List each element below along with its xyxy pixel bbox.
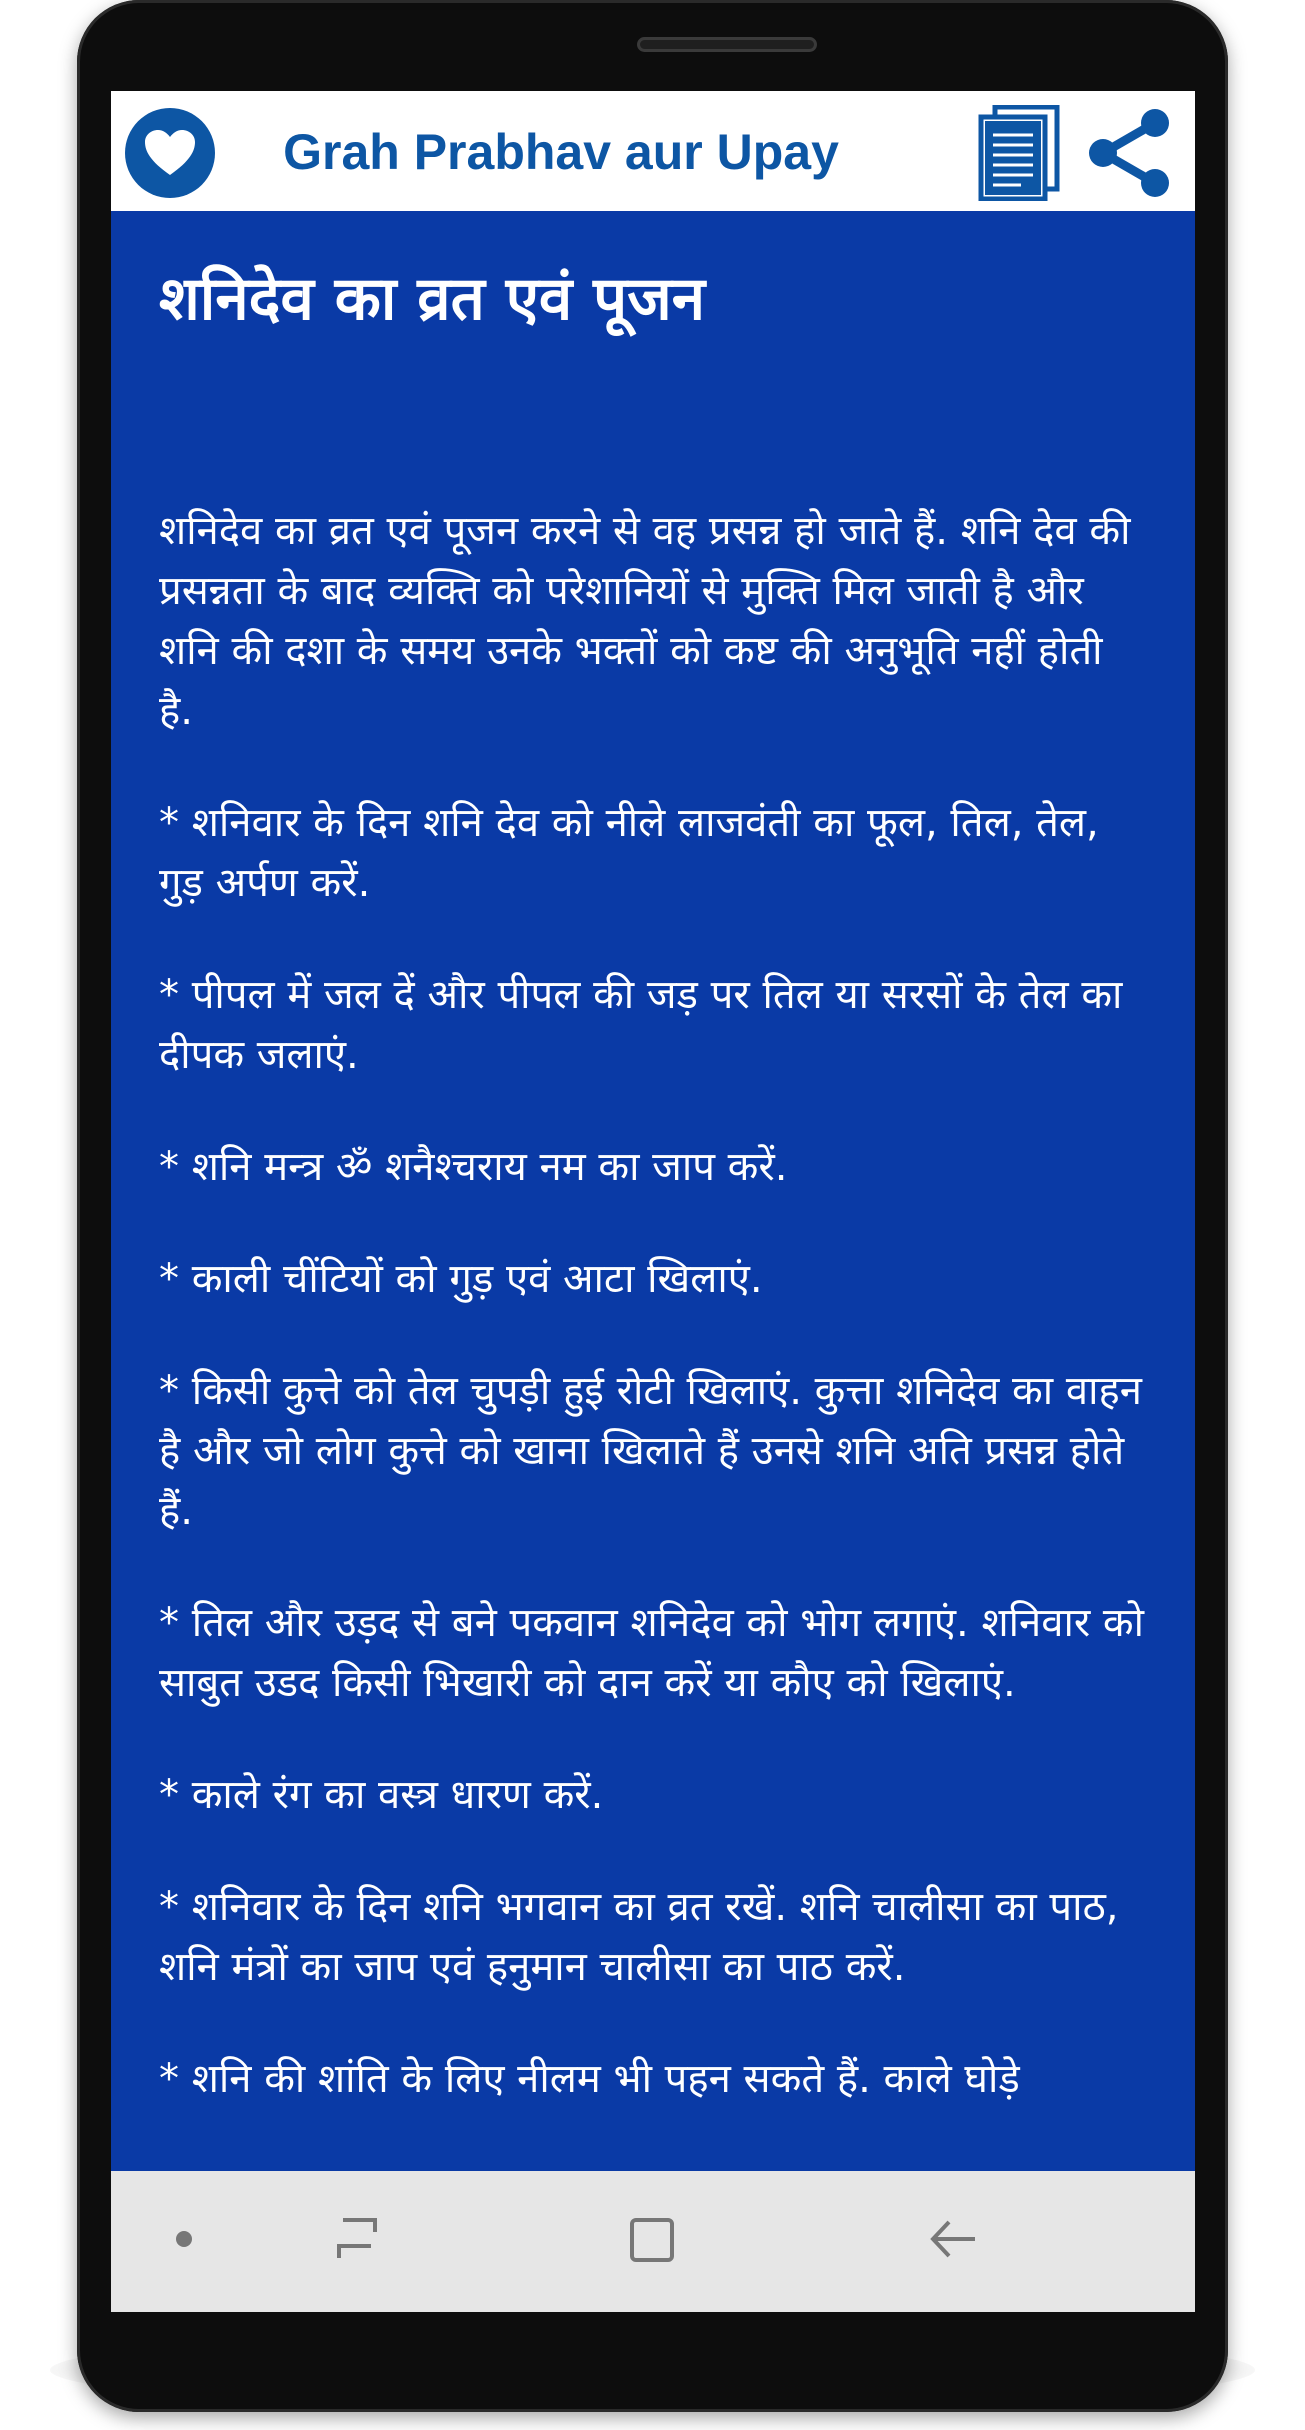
share-button[interactable] [1081,105,1177,201]
article-content[interactable] [111,211,1195,2171]
recents-button[interactable] [331,2216,383,2262]
remedy-item: * शनिवार के दिन शनि देव को नीले लाजवंती का फूल, तिल, तेल, गुड़ अर्पण करें. [159,800,1099,906]
share-icon [1081,105,1177,201]
back-button[interactable] [927,2216,979,2262]
article-paragraphs [159,501,1149,2161]
remedy-item: * शनि मन्त्र ॐ शनैश्चराय नम का जाप करें. [159,1144,788,1190]
heart-icon [142,127,198,179]
phone-speaker [637,37,817,52]
home-button[interactable] [627,2215,677,2265]
recents-icon [331,2216,383,2262]
phone-screen [111,91,1195,2312]
remedy-item: * काली चींटियों को गुड़ एवं आटा खिलाएं. [159,1256,763,1302]
remedy-item: * शनिवार के दिन शनि भगवान का व्रत रखें. शनि चालीसा का पाठ, शनि मंत्रों का जाप एवं हनुमान चालीसा का पाठ करें. [159,1884,1119,1990]
favorite-button[interactable] [125,108,215,198]
intro-paragraph: शनिदेव का व्रत एवं पूजन करने से वह प्रसन्न हो जाते हैं. शनि देव की प्रसन्नता के बाद व्यक्ति को परेशानियों से मुक्ति मिल जाती है और शनि की दशा के समय उनके भक्तों को कष्ट की अनुभूति नहीं होती है. [159,508,1131,734]
remedy-item: * काले रंग का वस्त्र धारण करें. [159,1772,604,1818]
article-heading: शनिदेव का व्रत एवं पूजन [159,264,706,334]
document-icon [977,105,1061,201]
dot-icon [176,2231,192,2247]
remedy-item: * पीपल में जल दें और पीपल की जड़ पर तिल या सरसों के तेल का दीपक जलाएं. [159,972,1123,1078]
home-icon [627,2215,677,2265]
remedy-item: * तिल और उड़द से बने पकवान शनिदेव को भोग लगाएं. शनिवार को साबुत उडद किसी भिखारी को दान करें या कौए को खिलाएं. [159,1600,1144,1706]
app-title: Grah Prabhav aur Upay [283,124,839,180]
document-button[interactable] [977,105,1061,201]
system-nav-bar [111,2171,1195,2312]
app-bar [111,91,1195,211]
remedy-item: * किसी कुत्ते को तेल चुपड़ी हुई रोटी खिलाएं. कुत्ता शनिदेव का वाहन है और जो लोग कुत्ते को खाना खिलाते हैं उनसे शनि अति प्रसन्न होते हैं. [159,1368,1142,1534]
back-icon [927,2216,979,2262]
remedy-item: * शनि की शांति के लिए नीलम भी पहन सकते हैं. काले घोड़े [159,2056,1020,2102]
